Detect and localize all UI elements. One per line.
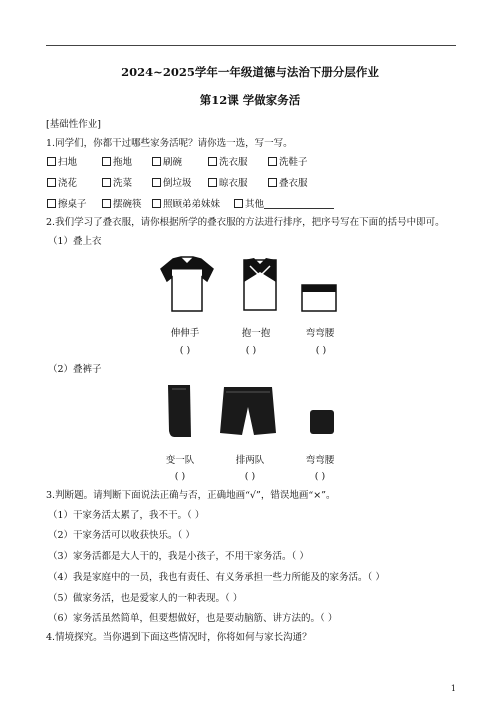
checkbox-icon[interactable] [47,157,56,166]
q1-prompt: 1.同学们，你都干过哪些家务活呢？请你选一选，写一写。 [46,138,293,149]
q2-part1-label: （1）叠上衣 [48,236,102,247]
checkbox-icon[interactable] [47,178,56,187]
lesson-title: 第12课 学做家务活 [199,93,301,107]
answer-parentheses[interactable]: ( ) [245,345,257,356]
checkbox-icon[interactable] [152,178,161,187]
checkbox-option[interactable]: 洗衣服 [208,157,248,169]
checkbox-option[interactable]: 其他 [234,199,334,211]
checkbox-option[interactable]: 倒垃圾 [152,178,192,190]
checkbox-option[interactable]: 摆碗筷 [102,199,142,211]
answer-parentheses[interactable]: ( ) [179,345,191,356]
q3-prompt: 3.判断题。请判断下面说法正确与否，正确地画“√”，错误地画“×”。 [46,490,336,501]
checkbox-icon[interactable] [152,199,161,208]
checkbox-option[interactable]: 扫地 [47,157,77,169]
document-title: 2024~2025学年一年级道德与法治下册分层作业 [121,65,379,79]
checkbox-icon[interactable] [208,157,217,166]
checkbox-option[interactable]: 洗鞋子 [268,157,308,169]
checkbox-option[interactable]: 擦桌子 [47,199,87,211]
checkbox-icon[interactable] [268,178,277,187]
step-caption: 变一队 [165,455,195,466]
step-caption: 抱一抱 [241,328,271,339]
q2-part2-label: （2）叠裤子 [48,364,102,375]
checkbox-option[interactable]: 照顾弟弟妹妹 [152,199,220,211]
shirt-arms-out-image [159,255,215,315]
step-caption: 排两队 [235,455,265,466]
answer-parentheses[interactable]: ( ) [315,345,327,356]
checkbox-icon[interactable] [102,178,111,187]
shirt-folded-image [300,281,338,313]
q2-prompt: 2.我们学习了叠衣服，请你根据所学的叠衣服的方法进行排序，把序号写在下面的括号中即可。 [46,217,445,228]
answer-parentheses[interactable]: ( ) [174,471,186,482]
q3-item: （5）做家务活，也是爱家人的一种表现。（ ） [48,593,243,604]
checkbox-icon[interactable] [234,199,243,208]
header-rule [46,45,456,46]
checkbox-option[interactable]: 拖地 [102,157,132,169]
answer-parentheses[interactable]: ( ) [244,471,256,482]
step-caption: 伸伸手 [170,328,200,339]
q4-prompt: 4.情境探究。当你遇到下面这些情况时，你将如何与家长沟通？ [46,632,312,643]
checkbox-icon[interactable] [208,178,217,187]
checkbox-option[interactable]: 刷碗 [152,157,182,169]
answer-parentheses[interactable]: ( ) [314,471,326,482]
pants-two-legs-image [218,385,278,437]
checkbox-icon[interactable] [47,199,56,208]
checkbox-option[interactable]: 浇花 [47,178,77,190]
q3-item: （6）家务活虽然简单，但要想做好，也是要动脑筋、讲方法的。（ ） [48,613,338,624]
checkbox-option[interactable]: 晾衣服 [208,178,248,190]
q3-item: （3）家务活都是大人干的，我是小孩子，不用干家务活。（ ） [48,551,309,562]
step-caption: 弯弯腰 [305,328,335,339]
shirt-folded-sleeves-image [240,256,280,314]
section-label: [基础性作业] [46,119,101,130]
write-in-blank[interactable] [264,199,334,209]
step-caption: 弯弯腰 [305,455,335,466]
q3-item: （4）我是家庭中的一员，我也有责任、有义务承担一些力所能及的家务活。（ ） [48,572,385,583]
checkbox-icon[interactable] [152,157,161,166]
checkbox-icon[interactable] [102,157,111,166]
q3-item: （2）干家务活可以收获快乐。（ ） [48,530,195,541]
checkbox-icon[interactable] [102,199,111,208]
page-number: 1 [450,684,456,693]
pants-single-leg-image [164,383,194,439]
q3-item: （1）干家务活太累了，我不干。（ ） [48,510,205,521]
checkbox-option[interactable]: 叠衣服 [268,178,308,190]
checkbox-option[interactable]: 洗菜 [102,178,132,190]
checkbox-icon[interactable] [268,157,277,166]
pants-folded-image [308,408,336,436]
